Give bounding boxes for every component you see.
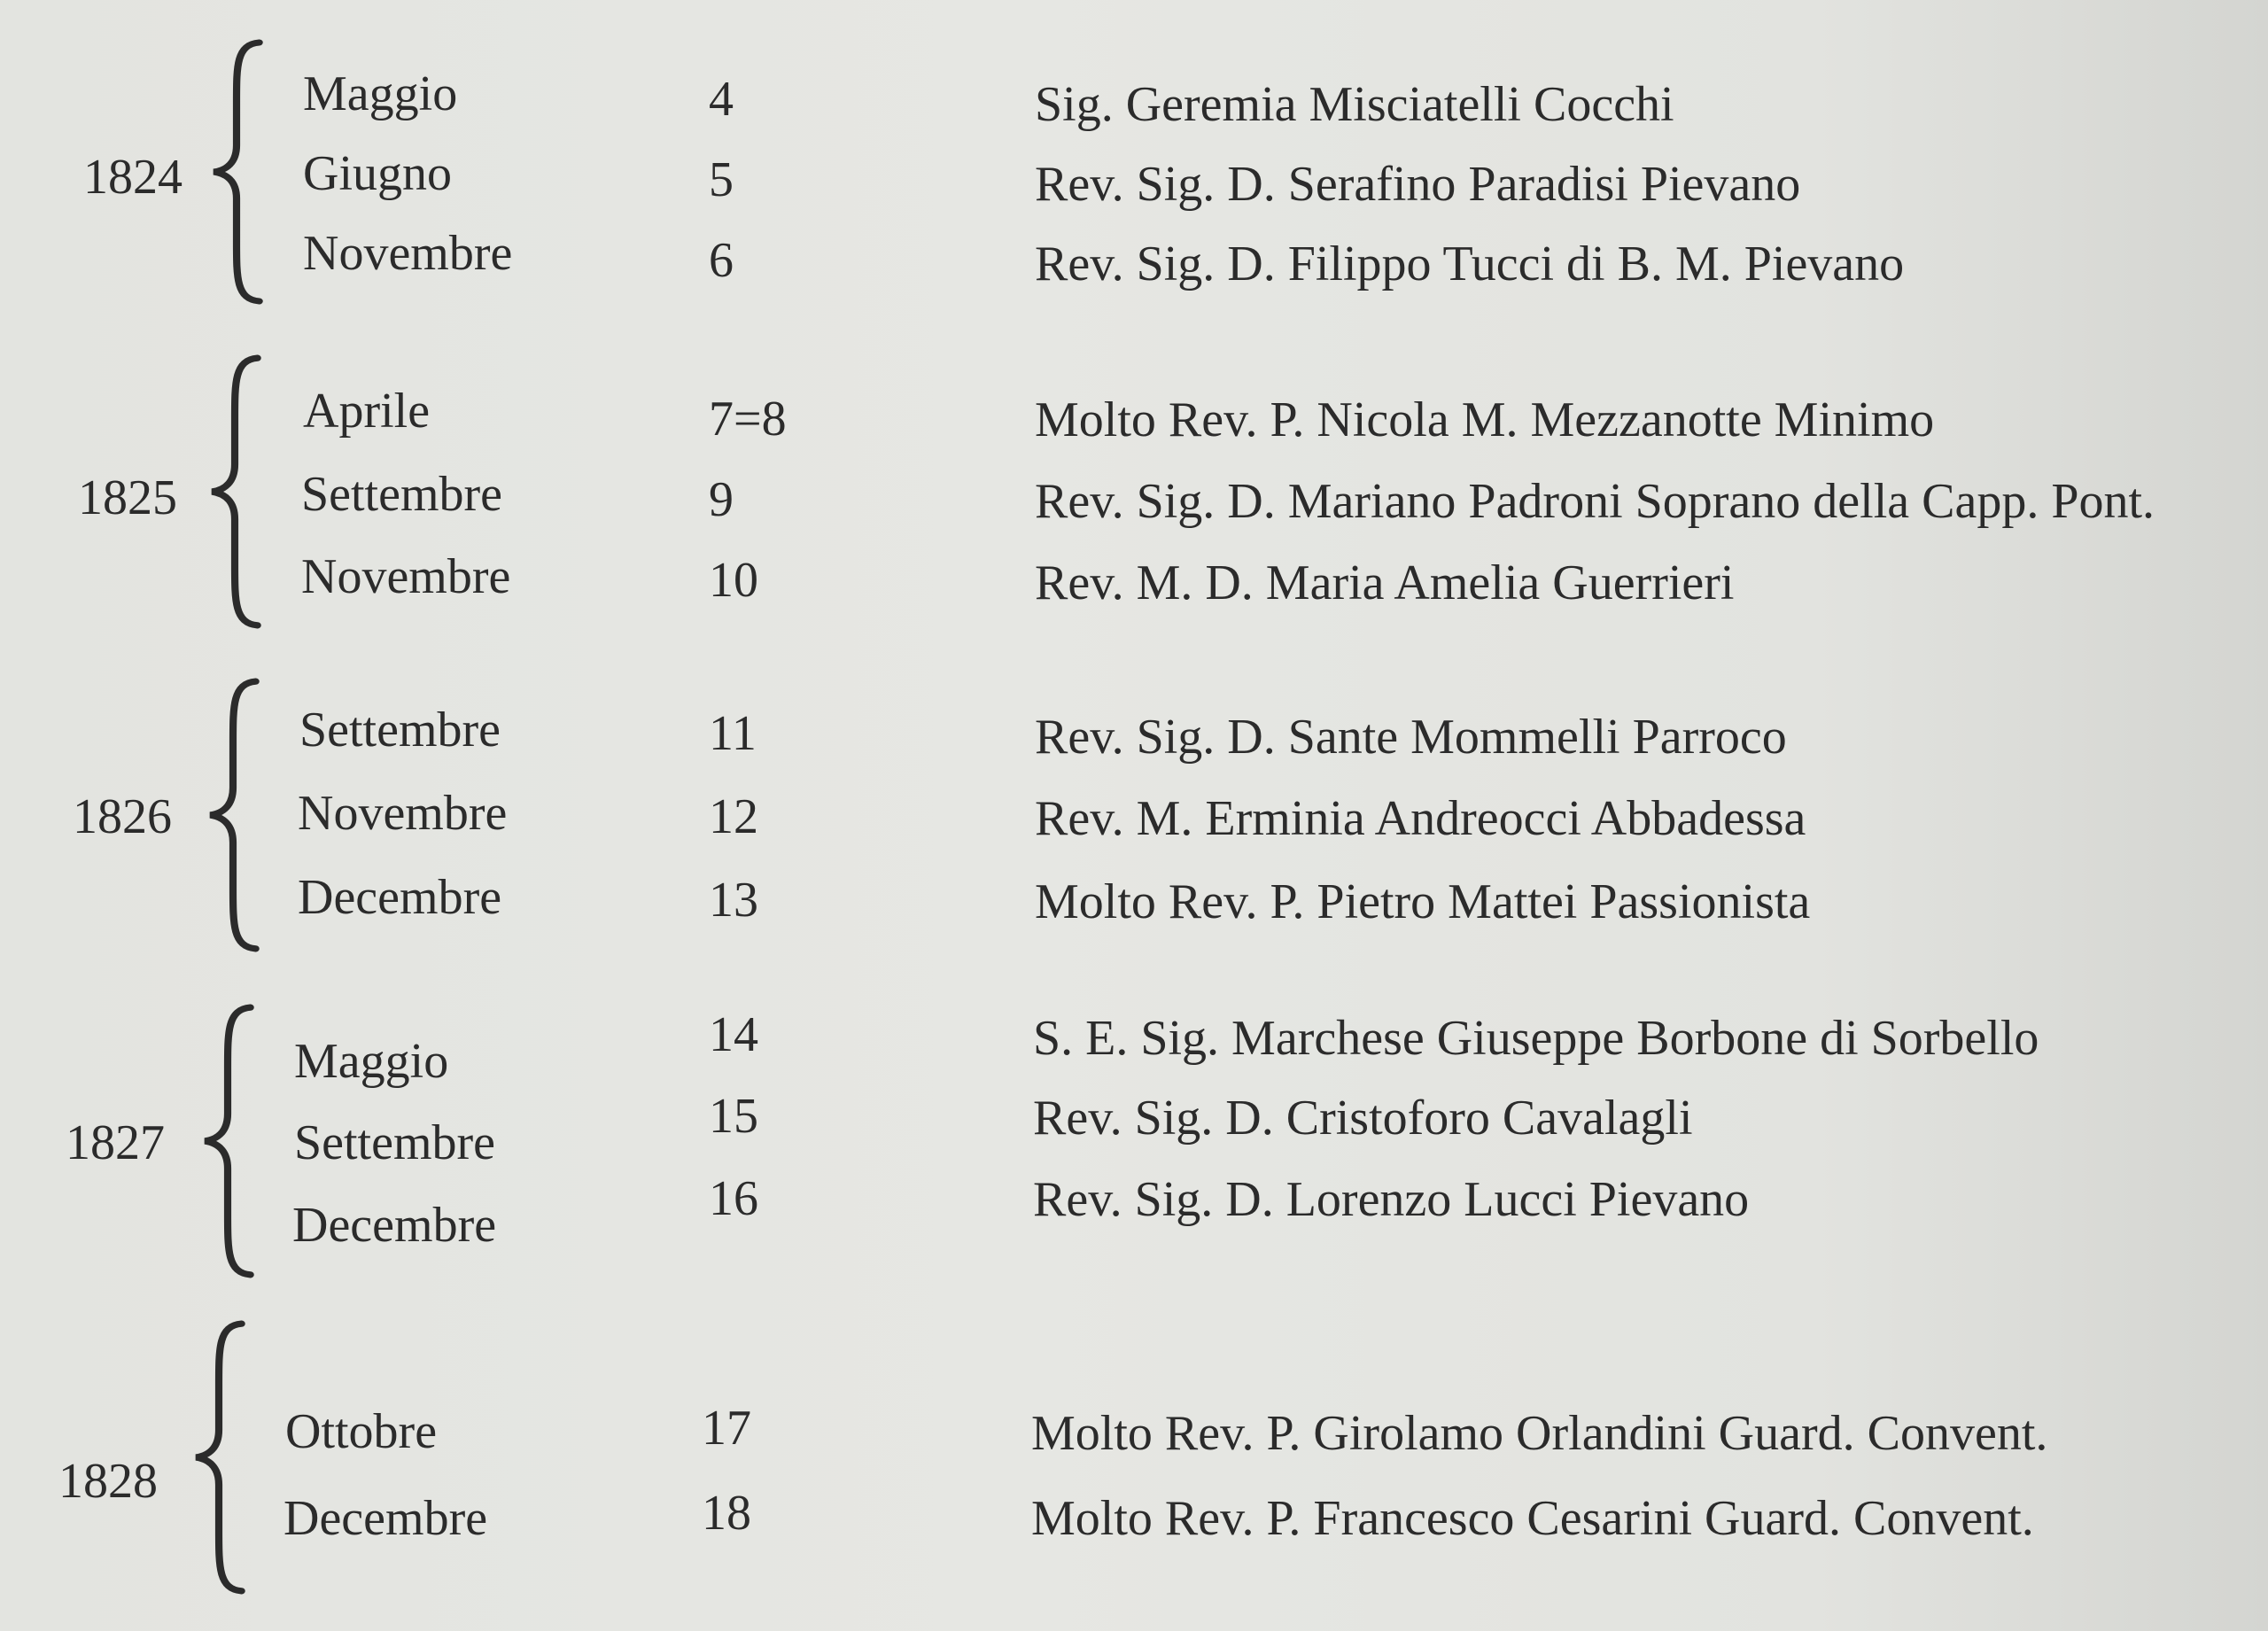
year-label: 1827 [66,1115,165,1170]
year-label: 1824 [83,150,183,205]
person-name: Rev. Sig. D. Serafino Paradisi Pievano [1035,157,1801,212]
month-label: Decembre [284,1491,488,1546]
brace [197,1004,259,1278]
month-label: Settembre [294,1115,496,1170]
entry-number: 14 [709,1007,758,1062]
month-label: Ottobre [285,1404,438,1459]
entry-number: 13 [709,873,758,928]
month-label: Maggio [294,1034,449,1089]
entry-number: 17 [702,1401,751,1456]
month-label: Decembre [292,1198,497,1253]
brace [206,39,268,305]
person-name: Molto Rev. P. Francesco Cesarini Guard. Convent. [1031,1491,2034,1546]
entry-number: 4 [709,72,734,127]
month-label: Settembre [301,467,503,522]
entry-number: 5 [709,152,734,207]
person-name: Rev. Sig. D. Cristoforo Cavalagli [1033,1091,1693,1146]
entry-number: 6 [709,233,734,288]
month-label: Novembre [301,549,511,604]
brace [188,1320,250,1595]
entry-number: 15 [709,1089,758,1144]
person-name: Rev. Sig. D. Lorenzo Lucci Pievano [1033,1172,1750,1227]
person-name: Rev. Sig. D. Sante Mommelli Parroco [1035,710,1787,765]
year-label: 1828 [58,1454,158,1509]
year-label: 1825 [78,470,177,525]
person-name: Rev. Sig. D. Mariano Padroni Soprano della Capp. Pont. [1035,474,2155,529]
person-name: Rev. M. Erminia Andreocci Abbadessa [1035,791,1806,846]
person-name: Rev. M. D. Maria Amelia Guerrieri [1035,555,1735,610]
month-label: Aprile [303,384,431,439]
entry-number: 9 [709,472,734,527]
entry-number: 11 [709,706,757,761]
entry-number: 12 [709,789,758,844]
month-label: Settembre [299,703,501,757]
entry-number: 10 [709,553,758,608]
person-name: Molto Rev. P. Nicola M. Mezzanotte Minimo [1035,392,1935,447]
month-label: Decembre [298,870,502,925]
person-name: Molto Rev. P. Girolamo Orlandini Guard. Convent. [1031,1406,2048,1461]
brace [202,678,264,952]
year-label: 1826 [73,789,172,844]
person-name: Sig. Geremia Misciatelli Cocchi [1035,77,1674,132]
brace [204,354,266,629]
entry-number: 16 [709,1171,758,1226]
month-label: Giugno [303,146,452,201]
person-name: S. E. Sig. Marchese Giuseppe Borbone di Sorbello [1033,1011,2039,1066]
entry-number: 7=8 [709,392,787,447]
entry-number: 18 [702,1486,751,1541]
person-name: Rev. Sig. D. Filippo Tucci di B. M. Pievano [1035,237,1905,291]
month-label: Novembre [298,786,508,841]
person-name: Molto Rev. P. Pietro Mattei Passionista [1035,874,1811,929]
month-label: Maggio [303,66,458,121]
month-label: Novembre [303,226,513,281]
